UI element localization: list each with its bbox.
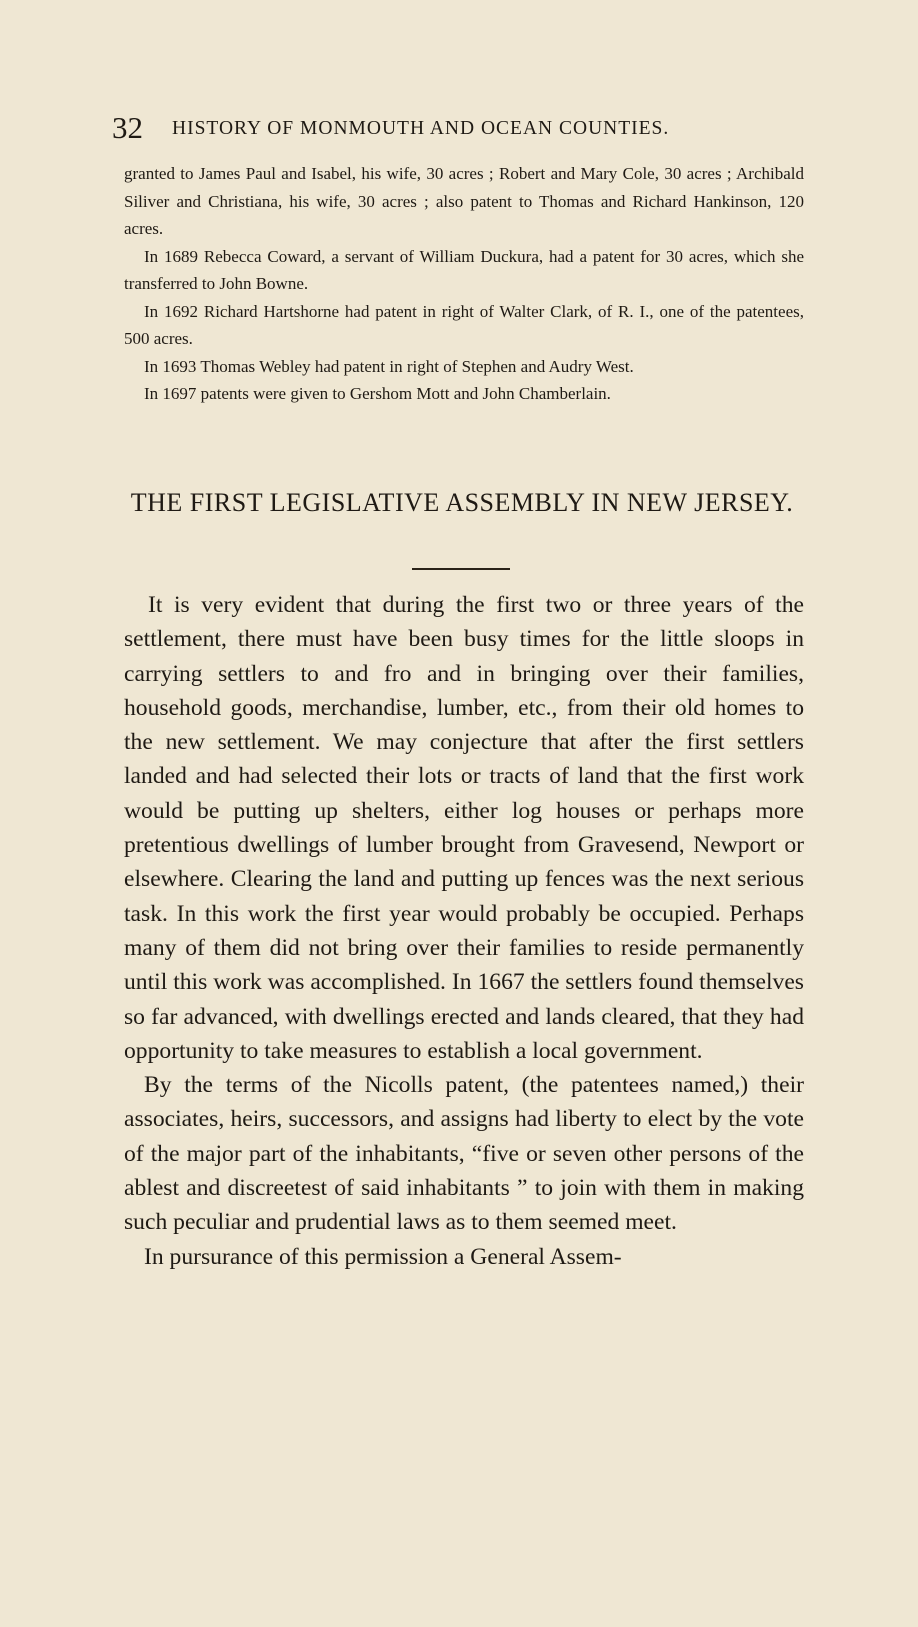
patent-paragraph: In 1689 Rebecca Coward, a servant of William Duckura, had a patent for 30 acres, which she transferred to John Bowne. (124, 246, 804, 293)
running-head: HISTORY OF MONMOUTH AND OCEAN COUNTIES. (172, 118, 670, 139)
body-paragraph: It is very evident that during the first two or three years of the settlement, there must have been busy times for the little sloops in carrying settlers to and fro and in bringing over their families, household goods, merchandise, lumber, etc., from their old homes to the new settlement. We may conjecture that after the first settlers landed and had selected their lots or tracts of land that the first work would be putting up shelters, either log houses or perhaps more pretentious dwellings of lumber brought from Gravesend, Newport or elsewhere. Clearing the land and putting up fences was the next serious task. In this work the first year would probably be occupied. Perhaps many of them did not bring over their families to reside permanently until this work was accomplished. In 1667 the settlers found themselves so far advanced, with dwellings erected and lands cleared, that they had opportunity to take measures to establish a local government. (124, 592, 804, 1064)
patent-list (124, 160, 804, 408)
section-heading: THE FIRST LEGISLATIVE ASSEMBLY IN NEW JERSEY. (130, 488, 794, 517)
page-header (112, 108, 812, 148)
patent-paragraph: granted to James Paul and Isabel, his wife, 30 acres ; Robert and Mary Cole, 30 acres ; Archibald Siliver and Christiana, his wife, 30 acres ; also patent to Thomas and Richard Hankinson, 120 acres. (124, 164, 804, 238)
page-number: 32 (112, 110, 143, 145)
patent-paragraph: In 1692 Richard Hartshorne had patent in right of Walter Clark, of R. I., one of the patentees, 500 acres. (124, 301, 804, 348)
body-paragraph: In pursurance of this permission a General Assem- (144, 1243, 622, 1270)
body-paragraph: By the terms of the Nicolls patent, (the patentees named,) their associates, heirs, successors, and assigns had liberty to elect by the vote of the major part of the inhabitants, “five or seven other persons of the ablest and discreetest of said inhabitants ” to join with them in making such peculiar and prudential laws as to them seemed meet. (124, 1072, 804, 1236)
patent-paragraph: In 1693 Thomas Webley had patent in right of Stephen and Audry West. (144, 356, 634, 376)
heading-rule (412, 568, 510, 570)
section-body (124, 588, 804, 1274)
patent-paragraph: In 1697 patents were given to Gershom Mott and John Chamberlain. (144, 384, 611, 403)
